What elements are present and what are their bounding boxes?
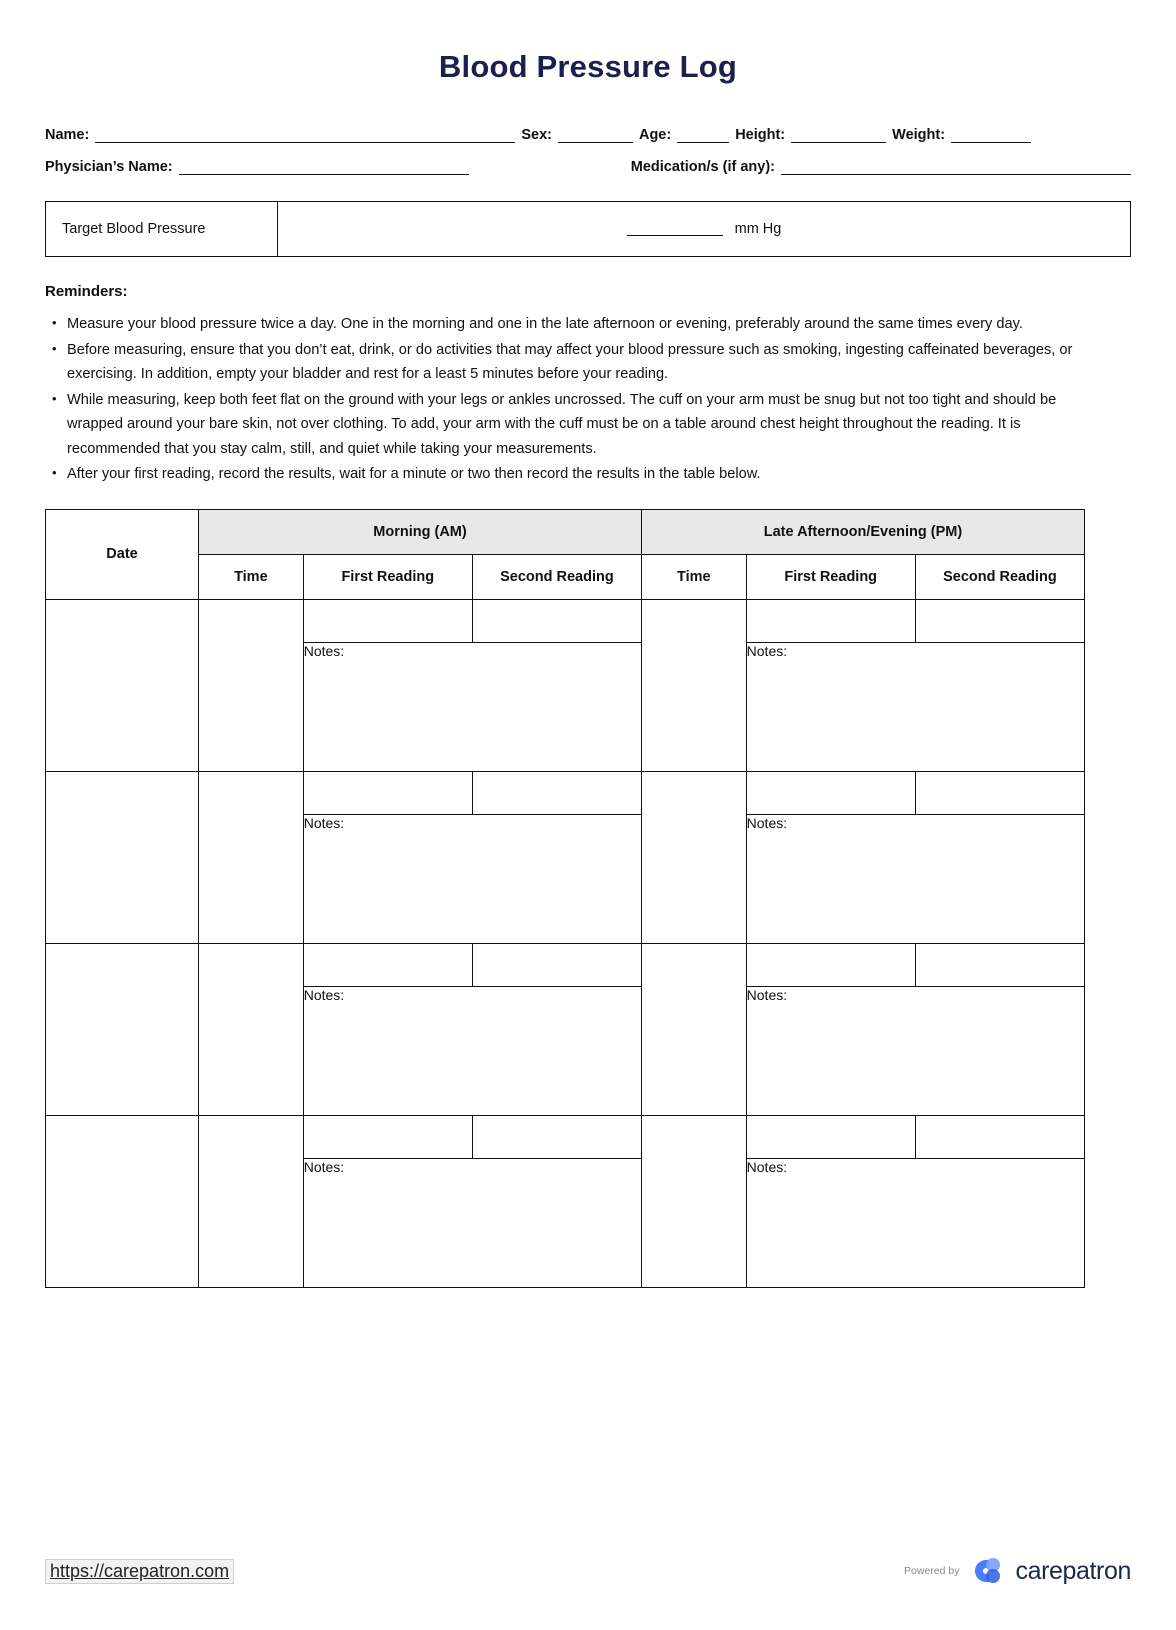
header-am-second-reading: Second Reading bbox=[472, 554, 641, 599]
age-label: Age: bbox=[638, 127, 672, 143]
header-evening: Late Afternoon/Evening (PM) bbox=[641, 509, 1084, 554]
blood-pressure-log-table bbox=[45, 509, 1085, 1288]
weight-input[interactable] bbox=[951, 128, 1031, 143]
name-input[interactable] bbox=[95, 128, 515, 143]
header-pm-first-reading: First Reading bbox=[746, 554, 915, 599]
cell-am-time[interactable] bbox=[199, 1115, 304, 1287]
cell-am-first[interactable] bbox=[303, 1115, 472, 1158]
page-footer bbox=[45, 1554, 1131, 1588]
cell-am-first[interactable] bbox=[303, 599, 472, 642]
list-item: • Before measuring, ensure that you don’t eat, drink, or do activities that may affect your blood pressure such as smoking, ingesting caffeinated beverages, or exercising. In addition, empty your bladder and rest for a least 5 minutes before your reading. bbox=[45, 338, 1097, 387]
page-title: Blood Pressure Log bbox=[438, 49, 738, 84]
cell-pm-time[interactable] bbox=[641, 599, 746, 771]
name-label: Name: bbox=[45, 127, 90, 143]
physician-input[interactable] bbox=[179, 160, 469, 175]
carepatron-link[interactable]: https://carepatron.com bbox=[45, 1559, 234, 1584]
cell-date[interactable] bbox=[46, 599, 199, 771]
cell-am-first[interactable] bbox=[303, 771, 472, 814]
cell-am-second[interactable] bbox=[472, 599, 641, 642]
cell-pm-second[interactable] bbox=[915, 599, 1084, 642]
header-pm-time: Time bbox=[641, 554, 746, 599]
header-am-first-reading: First Reading bbox=[303, 554, 472, 599]
height-label: Height: bbox=[735, 127, 786, 143]
reminders-list bbox=[45, 312, 1131, 487]
list-item: • Measure your blood pressure twice a day. One in the morning and one in the late afternoon or evening, preferably around the same times every day. bbox=[45, 312, 1097, 337]
brand-name: carepatron bbox=[1015, 1556, 1131, 1585]
cell-am-notes[interactable]: Notes: bbox=[303, 1158, 641, 1287]
cell-pm-notes[interactable]: Notes: bbox=[746, 986, 1084, 1115]
sex-label: Sex: bbox=[521, 127, 552, 143]
identity-section bbox=[45, 127, 1131, 175]
cell-date[interactable] bbox=[46, 771, 199, 943]
table-row bbox=[46, 599, 1085, 642]
target-value-input[interactable] bbox=[627, 222, 723, 236]
header-date: Date bbox=[46, 509, 199, 599]
sex-input[interactable] bbox=[558, 128, 633, 143]
cell-pm-first[interactable] bbox=[746, 1115, 915, 1158]
table-header-group-row bbox=[46, 509, 1085, 554]
cell-pm-time[interactable] bbox=[641, 1115, 746, 1287]
cell-pm-first[interactable] bbox=[746, 943, 915, 986]
identity-row-1 bbox=[45, 127, 1131, 143]
cell-date[interactable] bbox=[46, 943, 199, 1115]
list-item: • While measuring, keep both feet flat on the ground with your legs or ankles uncrossed. The cuff on your arm must be snug but not too tight and should be wrapped around your bare skin, not over clothing. To add, your arm with the cuff must be on a table around chest height throughout the reading. It is recommended that you stay calm, still, and quiet while taking your measurements. bbox=[45, 388, 1097, 462]
list-item: • After your first reading, record the results, wait for a minute or two then record the results in the table below. bbox=[45, 462, 1097, 487]
cell-pm-second[interactable] bbox=[915, 1115, 1084, 1158]
cell-pm-notes[interactable]: Notes: bbox=[746, 1158, 1084, 1287]
cell-am-notes[interactable]: Notes: bbox=[303, 814, 641, 943]
cell-pm-time[interactable] bbox=[641, 771, 746, 943]
identity-row-2 bbox=[45, 159, 1131, 175]
weight-label: Weight: bbox=[892, 127, 946, 143]
cell-pm-notes[interactable]: Notes: bbox=[746, 814, 1084, 943]
target-blood-pressure-box bbox=[45, 201, 1131, 257]
cell-date[interactable] bbox=[46, 1115, 199, 1287]
powered-by-label: Powered by bbox=[904, 1565, 960, 1577]
cell-am-time[interactable] bbox=[199, 943, 304, 1115]
table-row bbox=[46, 943, 1085, 986]
height-input[interactable] bbox=[791, 128, 886, 143]
table-row bbox=[46, 1115, 1085, 1158]
cell-am-second[interactable] bbox=[472, 771, 641, 814]
cell-pm-second[interactable] bbox=[915, 943, 1084, 986]
cell-am-time[interactable] bbox=[199, 771, 304, 943]
table-header-sub-row bbox=[46, 554, 1085, 599]
cell-am-second[interactable] bbox=[472, 943, 641, 986]
target-label: Target Blood Pressure bbox=[46, 202, 278, 256]
cell-am-time[interactable] bbox=[199, 599, 304, 771]
brand-block bbox=[904, 1554, 1131, 1588]
header-pm-second-reading: Second Reading bbox=[915, 554, 1084, 599]
cell-pm-first[interactable] bbox=[746, 599, 915, 642]
cell-am-notes[interactable]: Notes: bbox=[303, 986, 641, 1115]
cell-pm-first[interactable] bbox=[746, 771, 915, 814]
carepatron-logo-icon bbox=[971, 1554, 1005, 1588]
physician-label: Physician’s Name: bbox=[45, 159, 173, 175]
header-morning: Morning (AM) bbox=[199, 509, 642, 554]
target-value-cell bbox=[278, 202, 1130, 256]
medication-label: Medication/s (if any): bbox=[630, 159, 775, 175]
cell-pm-time[interactable] bbox=[641, 943, 746, 1115]
header-am-time: Time bbox=[199, 554, 304, 599]
cell-am-notes[interactable]: Notes: bbox=[303, 642, 641, 771]
cell-pm-second[interactable] bbox=[915, 771, 1084, 814]
cell-am-first[interactable] bbox=[303, 943, 472, 986]
cell-am-second[interactable] bbox=[472, 1115, 641, 1158]
reminders-heading: Reminders: bbox=[45, 283, 128, 300]
cell-pm-notes[interactable]: Notes: bbox=[746, 642, 1084, 771]
target-unit-label: mm Hg bbox=[734, 221, 782, 237]
age-input[interactable] bbox=[677, 128, 729, 143]
table-row bbox=[46, 771, 1085, 814]
medication-input[interactable] bbox=[781, 160, 1131, 175]
